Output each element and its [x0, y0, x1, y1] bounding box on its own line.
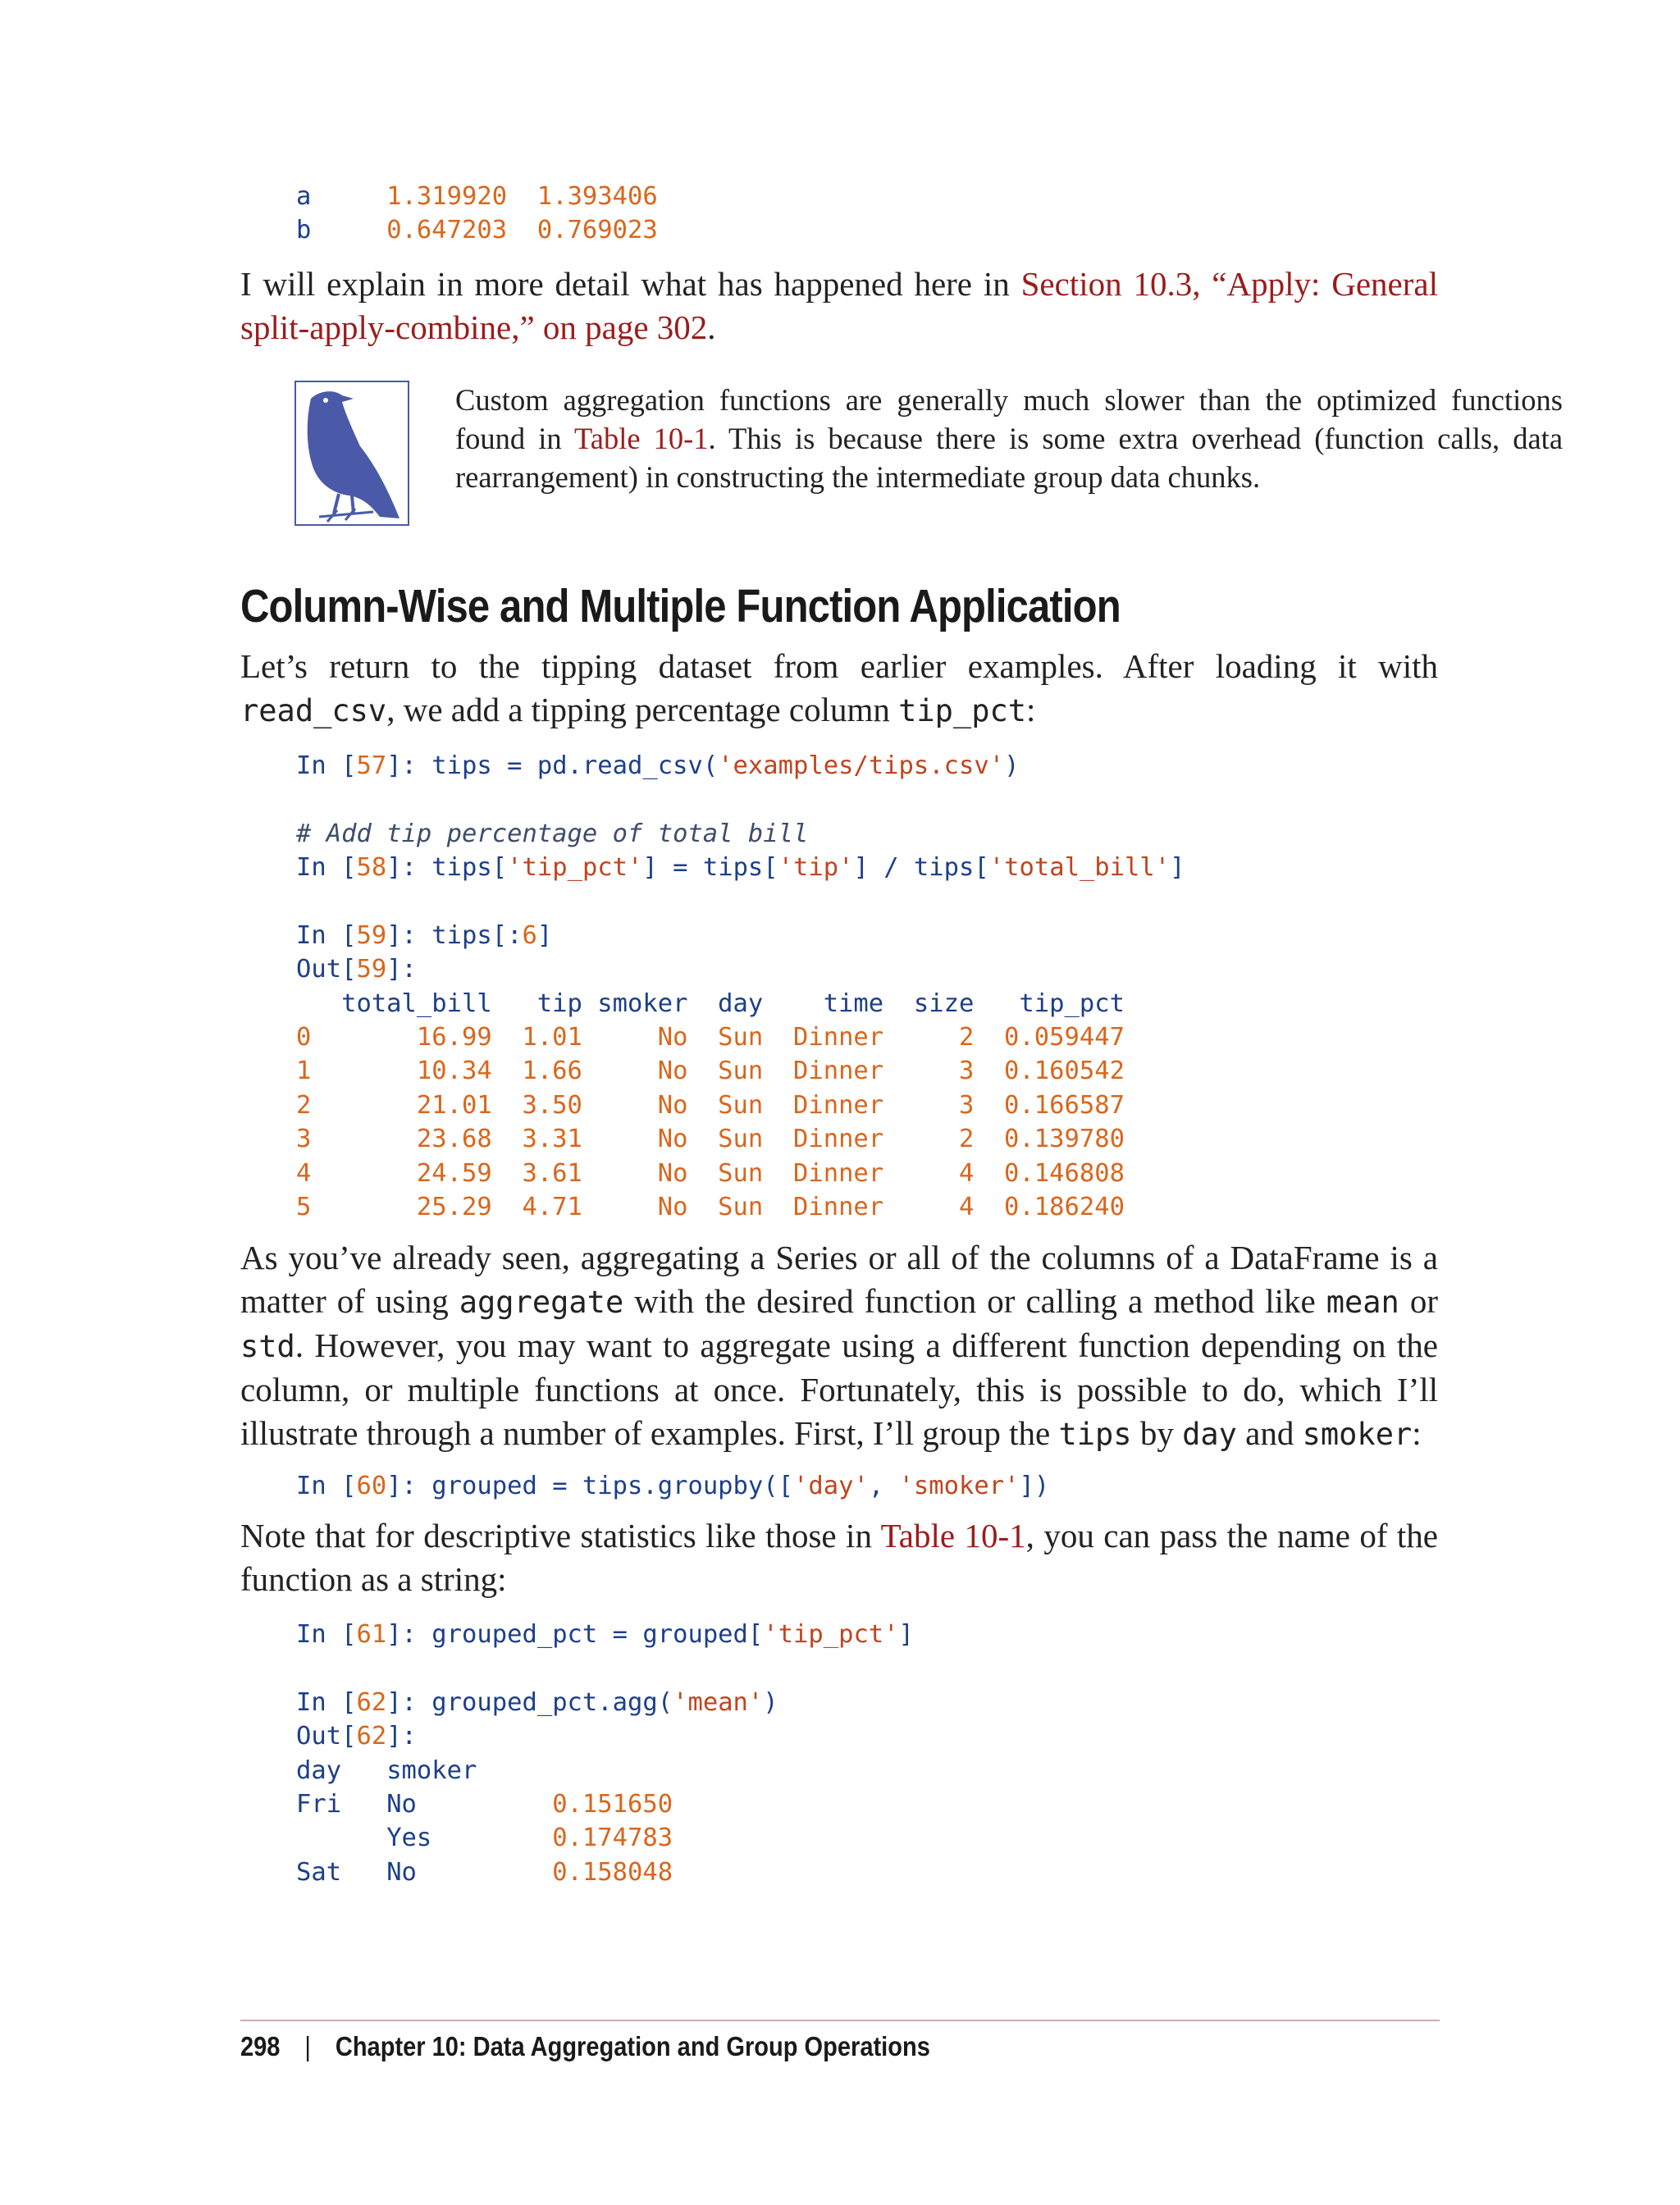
prompt: ]: [386, 920, 417, 950]
text: As you’ve already seen, aggregating a Series or all of the columns of a DataFrame is a matter of using [240, 1238, 1438, 1320]
crow-bird-icon [294, 381, 409, 535]
code: ] [536, 920, 553, 950]
footer-divider [240, 2020, 1440, 2021]
inline-code: aggregate [459, 1284, 624, 1320]
code: ] / tips[ [853, 853, 989, 883]
index-smoker: Yes [386, 1824, 432, 1853]
paragraph-explain [240, 262, 1438, 349]
section-heading: Column-Wise and Multiple Function Application [240, 579, 1121, 632]
string: 'day' [793, 1471, 869, 1500]
code: grouped_pct.agg( [431, 1687, 673, 1717]
table-row: 25.29 4.71 No Sun Dinner 4 0.186240 [311, 1193, 1125, 1222]
page-footer [240, 2031, 930, 2062]
chapter-title: Chapter 10: Data Aggregation and Group Operations [335, 2031, 930, 2061]
section-link[interactable]: Section 10.3, “Apply: General split-apply-combine,” on page 302 [240, 264, 1438, 346]
string: 'tip_pct' [763, 1619, 899, 1649]
prompt: ]: [386, 751, 417, 780]
string: 'mean' [673, 1687, 764, 1717]
value: 0.769023 [536, 216, 658, 245]
row-index: 0 [296, 1023, 312, 1052]
code: ) [763, 1687, 778, 1717]
paragraph-note-stats [240, 1514, 1438, 1601]
prompt-number: 60 [356, 1471, 387, 1500]
inline-code: day [1182, 1416, 1237, 1452]
inline-code: tip_pct [898, 692, 1027, 728]
index-day: Sat [296, 1857, 342, 1887]
value: 1.393406 [536, 182, 658, 211]
out-prompt: Out[ [296, 955, 357, 984]
prompt: In [ [296, 920, 357, 950]
prompt-number: 58 [356, 853, 387, 883]
inline-code: read_csv [240, 692, 387, 728]
page-number: 298 [240, 2031, 281, 2061]
table-row: 23.68 3.31 No Sun Dinner 2 0.139780 [311, 1125, 1125, 1154]
code: ]) [1019, 1471, 1050, 1500]
value: 1.319920 [386, 182, 508, 211]
table-header: total_bill tip smoker day time size tip_pct [296, 988, 1125, 1018]
value: 0.174783 [552, 1824, 673, 1853]
prompt-number: 59 [356, 920, 387, 950]
text: Note that for descriptive statistics like those in [240, 1516, 881, 1554]
code: grouped = tips.groupby([ [431, 1471, 793, 1500]
page-content [240, 0, 1564, 1889]
prompt-number: 62 [356, 1687, 387, 1717]
prompt: ]: [386, 1471, 417, 1500]
text: . [707, 308, 716, 346]
table-row: 10.34 1.66 No Sun Dinner 3 0.160542 [311, 1057, 1125, 1086]
code-block-groupby [240, 1469, 1438, 1503]
comment: # Add tip percentage of total bill [296, 819, 809, 848]
out-prompt: ]: [386, 955, 417, 984]
paragraph-aggregate [240, 1236, 1438, 1456]
string: 'tip_pct' [507, 853, 643, 883]
prompt: In [ [296, 1471, 357, 1500]
inline-code: std [240, 1328, 295, 1364]
prompt-number: 62 [356, 1722, 387, 1751]
prompt: In [ [296, 751, 357, 780]
value: 0.151650 [552, 1789, 673, 1819]
inline-code: smoker [1302, 1416, 1413, 1452]
note-text [455, 381, 1563, 496]
string: 'tip' [778, 853, 854, 883]
row-index: 4 [296, 1158, 312, 1188]
text: . This is because there is some extra overhead (function calls, data rearrangement) in constructing the intermediate group data chunks. [455, 421, 1564, 494]
note-block [240, 381, 1564, 545]
top-output-block [240, 180, 1438, 248]
code: ] = tips[ [642, 853, 778, 883]
string: 'total_bill' [988, 853, 1171, 883]
prompt: In [ [296, 1619, 357, 1649]
text: . However, you may want to aggregate using a different function depending on the column, or multiple functions at once. Fortunately, this is possible to do, which I’ll illustrate through a number of examples. First, I’ll group the [240, 1326, 1438, 1452]
code: ) [1004, 751, 1020, 780]
text: : [1026, 690, 1036, 728]
prompt: In [ [296, 853, 357, 883]
text: or [1399, 1281, 1438, 1320]
paragraph-intro [240, 645, 1438, 733]
code-block-agg [240, 1618, 1438, 1889]
row-index: 5 [296, 1193, 312, 1222]
text: : [1412, 1413, 1422, 1452]
text: Custom aggregation functions are generally much slower than the optimized functions found in [455, 382, 1563, 455]
text: and [1236, 1413, 1303, 1452]
string: 'smoker' [898, 1471, 1020, 1500]
index-header: smoker [386, 1755, 477, 1785]
row-index: 3 [296, 1125, 312, 1154]
out-prompt: Out[ [296, 1722, 357, 1751]
table-row: 24.59 3.61 No Sun Dinner 4 0.146808 [311, 1158, 1125, 1188]
text: by [1131, 1413, 1183, 1452]
footer-separator: | [304, 2031, 311, 2061]
value: 0.158048 [552, 1857, 673, 1887]
code: tips[ [431, 853, 508, 883]
code: tips = pd.read_csv( [431, 751, 719, 780]
inline-code: mean [1326, 1284, 1399, 1320]
code: grouped_pct = grouped[ [431, 1619, 764, 1649]
prompt-number: 59 [356, 955, 387, 984]
number: 6 [522, 920, 537, 950]
table-link[interactable]: Table 10-1 [574, 421, 709, 455]
code: , [868, 1471, 899, 1500]
table-row: 21.01 3.50 No Sun Dinner 3 0.166587 [311, 1090, 1125, 1120]
code: ] [898, 1619, 914, 1649]
code-block-tips [240, 749, 1438, 1225]
text: I will explain in more detail what has happened here in [240, 264, 1021, 303]
table-link[interactable]: Table 10-1 [880, 1516, 1026, 1554]
row-index: 1 [296, 1057, 312, 1086]
prompt: ]: [386, 1619, 417, 1649]
text: , we add a tipping percentage column [386, 690, 899, 728]
string: 'examples/tips.csv' [718, 751, 1005, 780]
code: tips[: [431, 920, 523, 950]
prompt: In [ [296, 1687, 357, 1717]
prompt: ]: [386, 853, 417, 883]
row-index: 2 [296, 1090, 312, 1120]
index-smoker: No [386, 1789, 417, 1819]
out-prompt: ]: [386, 1722, 417, 1751]
index-smoker: No [386, 1857, 417, 1887]
table-row: 16.99 1.01 No Sun Dinner 2 0.059447 [311, 1023, 1125, 1052]
prompt: ]: [386, 1687, 417, 1717]
value: 0.647203 [386, 216, 508, 245]
prompt-number: 61 [356, 1619, 387, 1649]
text: with the desired function or calling a method like [623, 1281, 1326, 1320]
index-header: day [296, 1755, 342, 1785]
prompt-number: 57 [356, 751, 387, 780]
row-label: a [296, 182, 312, 211]
code: ] [1170, 853, 1185, 883]
text: Let’s return to the tipping dataset from earlier examples. After loading it with [240, 646, 1438, 685]
row-label: b [296, 216, 312, 245]
inline-code: tips [1058, 1416, 1132, 1452]
index-day: Fri [296, 1789, 342, 1819]
text: , you can pass the name of the function as a string: [240, 1516, 1438, 1598]
